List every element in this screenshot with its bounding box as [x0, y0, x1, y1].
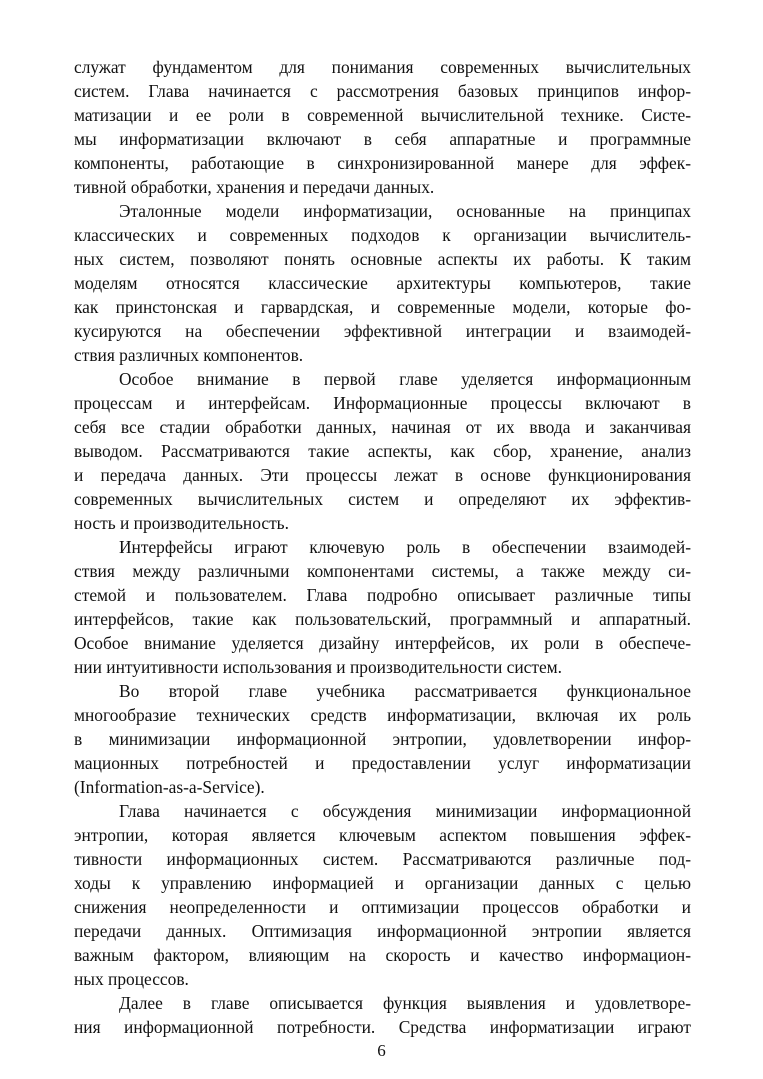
- text-line: как принстонская и гарвардская, и современные модели, которые фо-: [74, 297, 691, 317]
- text-line: энтропии, которая является ключевым аспектом повышения эффек-: [74, 825, 691, 845]
- text-line: себя все стадии обработки данных, начиная от их ввода и заканчивая: [74, 417, 691, 437]
- text-line: кусируются на обеспечении эффективной интеграции и взаимодей-: [74, 321, 691, 341]
- text-line: Далее в главе описывается функция выявления и удовлетворе-: [119, 993, 691, 1013]
- text-line: процессам и интерфейсам. Информационные процессы включают в: [74, 393, 691, 413]
- text-line: интерфейсов, такие как пользовательский, программный и аппаратный.: [74, 609, 691, 629]
- text-line: снижения неопределенности и оптимизации процессов обработки и: [74, 897, 691, 917]
- text-line: тивной обработки, хранения и передачи данных.: [74, 177, 435, 197]
- text-line: (Information-as-a-Service).: [74, 777, 265, 797]
- paragraph: [74, 367, 691, 535]
- text-line: ствия между различными компонентами системы, а также между си-: [74, 561, 691, 581]
- text-line: компоненты, работающие в синхронизированной манере для эффек-: [74, 153, 691, 173]
- text-line: матизации и ее роли в современной вычислительной технике. Систе-: [74, 105, 691, 125]
- text-line: ных систем, позволяют понять основные аспекты их работы. К таким: [74, 249, 691, 269]
- text-line: систем. Глава начинается с рассмотрения базовых принципов инфор-: [74, 81, 691, 101]
- text-line: ходы к управлению информацией и организации данных с целью: [74, 873, 691, 893]
- page-number: 6: [377, 1041, 386, 1060]
- text-line: тивности информационных систем. Рассматриваются различные под-: [74, 849, 691, 869]
- text-line: мы информатизации включают в себя аппаратные и программные: [74, 129, 691, 149]
- text-line: нии интуитивности использования и производительности систем.: [74, 657, 563, 677]
- paragraph: [74, 679, 691, 799]
- paragraph: [74, 991, 691, 1039]
- paragraph: [74, 199, 691, 367]
- text-line: классических и современных подходов к организации вычислитель-: [74, 225, 691, 245]
- text-line: ния информационной потребности. Средства информатизации играют: [74, 1017, 691, 1037]
- text-line: Глава начинается с обсуждения минимизации информационной: [119, 801, 691, 821]
- paragraph: [74, 55, 691, 199]
- text-line: многообразие технических средств информатизации, включая их роль: [74, 705, 691, 725]
- text-line: выводом. Рассматриваются такие аспекты, как сбор, хранение, анализ: [74, 441, 691, 461]
- text-line: современных вычислительных систем и определяют их эффектив-: [74, 489, 691, 509]
- text-line: ность и производительность.: [74, 513, 289, 533]
- text-line: Во второй главе учебника рассматривается функциональное: [119, 681, 691, 701]
- text-line: в минимизации информационной энтропии, удовлетворении инфор-: [74, 729, 691, 749]
- text-line: Особое внимание в первой главе уделяется информационным: [119, 369, 691, 389]
- text-line: и передача данных. Эти процессы лежат в основе функционирования: [74, 465, 691, 485]
- page-body: [74, 55, 691, 1039]
- text-line: Особое внимание уделяется дизайну интерфейсов, их роли в обеспече-: [74, 633, 691, 653]
- text-line: моделям относятся классические архитектуры компьютеров, такие: [74, 273, 691, 293]
- text-line: мационных потребностей и предоставлении услуг информатизации: [74, 753, 691, 773]
- text-line: стемой и пользователем. Глава подробно описывает различные типы: [74, 585, 691, 605]
- paragraph: [74, 799, 691, 991]
- text-line: Эталонные модели информатизации, основанные на принципах: [119, 201, 691, 221]
- text-line: ных процессов.: [74, 969, 189, 989]
- text-line: ствия различных компонентов.: [74, 345, 304, 365]
- text-line: Интерфейсы играют ключевую роль в обеспечении взаимодей-: [119, 537, 691, 557]
- text-line: передачи данных. Оптимизация информационной энтропии является: [74, 921, 691, 941]
- text-line: служат фундаментом для понимания современных вычислительных: [74, 57, 691, 77]
- text-line: важным фактором, влияющим на скорость и качество информацион-: [74, 945, 691, 965]
- paragraph: [74, 535, 691, 679]
